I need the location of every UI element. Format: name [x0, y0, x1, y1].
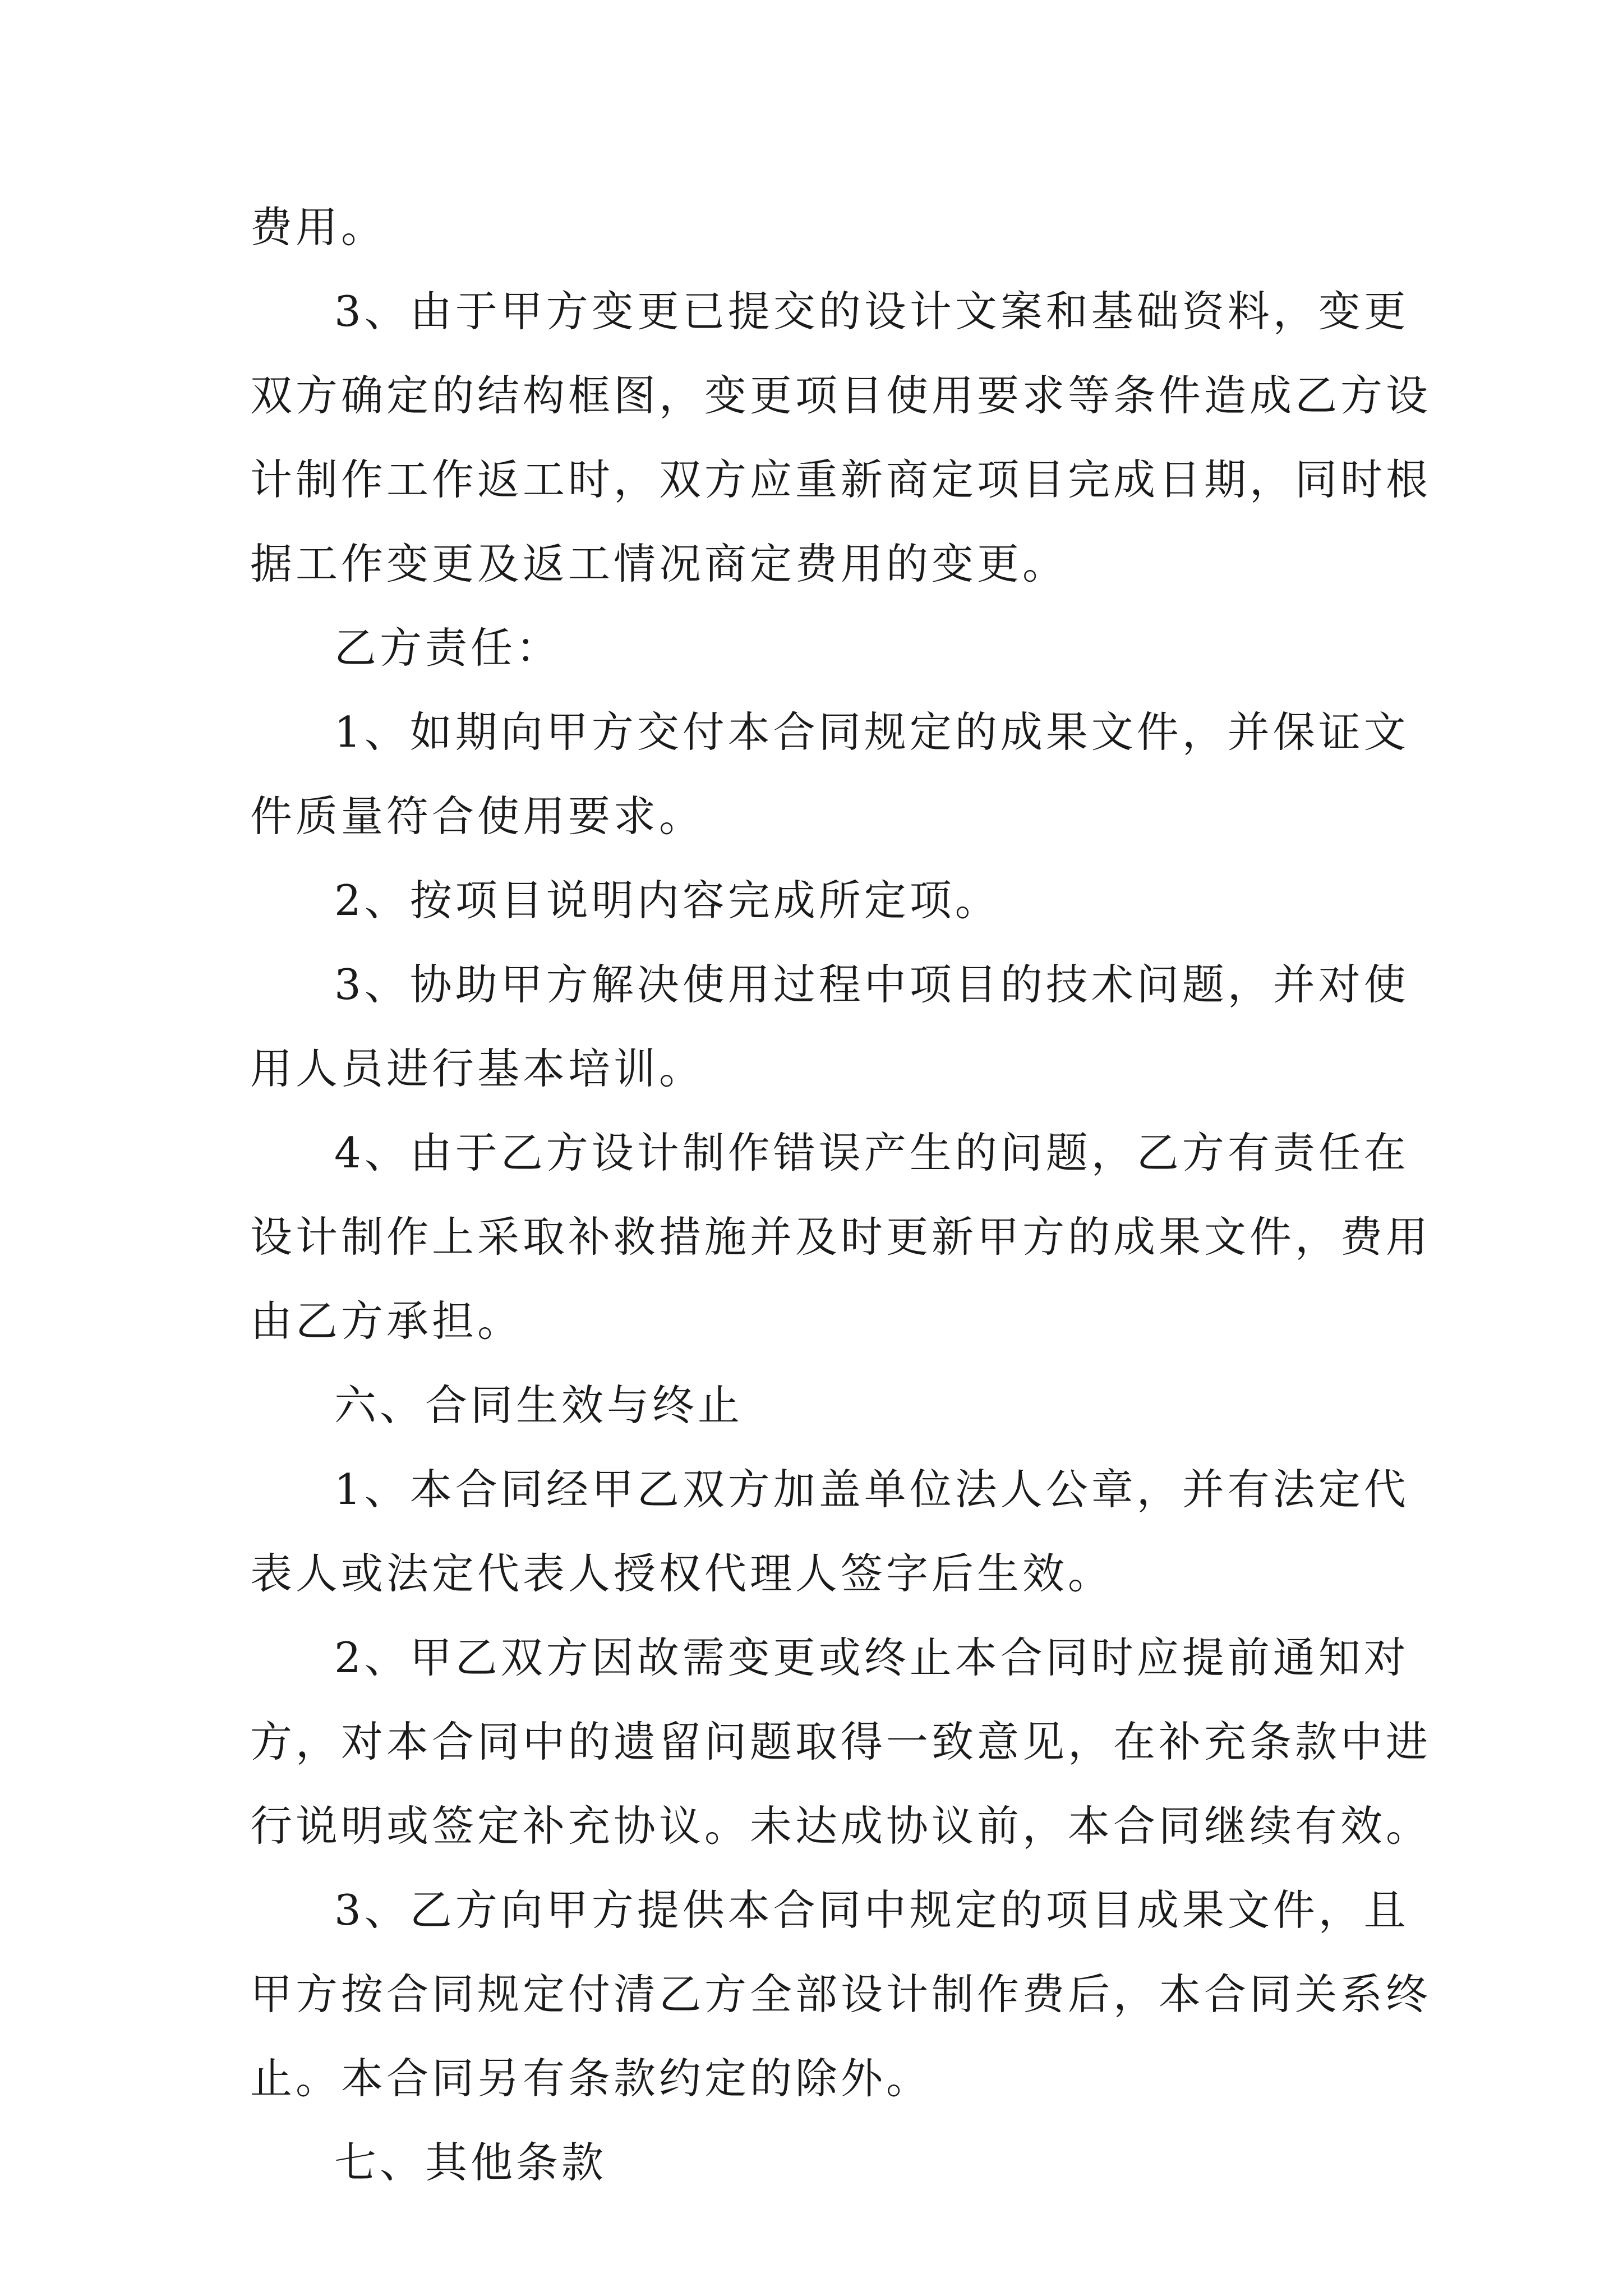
text-line: 由乙方承担。: [250, 1296, 523, 1346]
text-line: 六、合同生效与终止: [334, 1381, 744, 1430]
text-line: 用人员进行基本培训。: [250, 1044, 705, 1093]
text-line: 乙方责任：: [334, 623, 562, 673]
text-line: 件质量符合使用要求。: [250, 792, 705, 841]
text-line: 表人或法定代表人授权代理人签字后生效。: [250, 1549, 1114, 1598]
text-line: 据工作变更及返工情况商定费用的变更。: [250, 539, 1068, 588]
text-line: 3、乙方向甲方提供本合同中规定的项目成果文件，且: [334, 1885, 1409, 1935]
text-line: 七、其他条款: [334, 2138, 607, 2187]
text-line: 3、由于甲方变更已提交的设计文案和基础资料，变更: [334, 287, 1409, 336]
text-line: 设计制作上采取补救措施并及时更新甲方的成果文件，费用: [250, 1212, 1432, 1262]
text-line: 行说明或签定补充协议。未达成协议前，本合同继续有效。: [250, 1801, 1432, 1851]
text-line: 2、按项目说明内容完成所定项。: [334, 876, 1000, 925]
text-line: 止。本合同另有条款约定的除外。: [250, 2054, 932, 2103]
text-line: 计制作工作返工时，双方应重新商定项目完成日期，同时根: [250, 455, 1432, 504]
text-line: 4、由于乙方设计制作错误产生的问题，乙方有责任在: [334, 1128, 1409, 1177]
text-line: 3、协助甲方解决使用过程中项目的技术问题，并对使: [334, 960, 1409, 1009]
text-line: 甲方按合同规定付清乙方全部设计制作费后，本合同关系终: [250, 1970, 1432, 2019]
text-line: 双方确定的结构框图，变更项目使用要求等条件造成乙方设: [250, 371, 1432, 420]
document-body: [250, 185, 1432, 2205]
text-line: 1、本合同经甲乙双方加盖单位法人公章，并有法定代: [334, 1465, 1409, 1514]
text-line: 费用。: [250, 203, 387, 252]
text-line: 方，对本合同中的遗留问题取得一致意见，在补充条款中进: [250, 1717, 1432, 1766]
text-line: 1、如期向甲方交付本合同规定的成果文件，并保证文: [334, 707, 1409, 757]
text-line: 2、甲乙双方因故需变更或终止本合同时应提前通知对: [334, 1633, 1409, 1682]
